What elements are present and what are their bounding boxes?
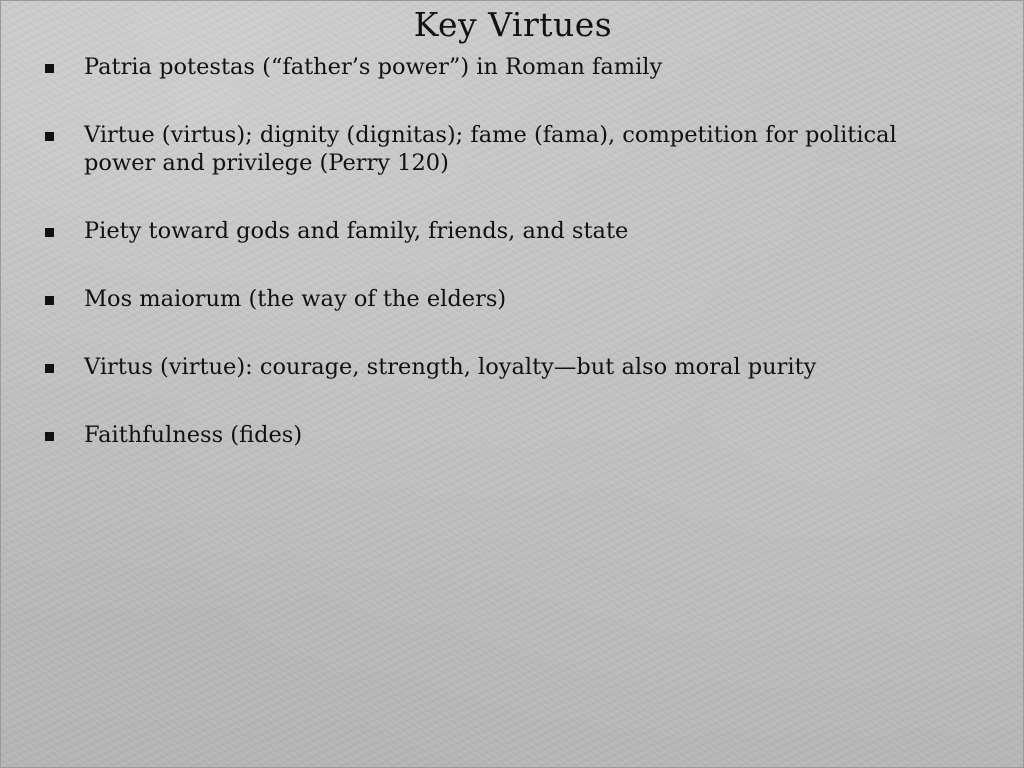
bullet-item — [1, 421, 1024, 449]
square-bullet-icon — [45, 132, 54, 141]
bullet-item — [1, 285, 1024, 313]
square-bullet-icon — [45, 64, 54, 73]
bullet-text: Patria potestas (“father’s power”) in Roman family — [84, 54, 663, 80]
bullet-list — [1, 53, 1024, 489]
slide-title: Key Virtues — [413, 5, 613, 44]
square-bullet-icon — [45, 228, 54, 237]
square-bullet-icon — [45, 296, 54, 305]
bullet-text: Faithfulness (fides) — [84, 422, 303, 448]
bullet-text: Virtue (virtus); dignity (dignitas); fame (fama), competition for political power and privilege (Perry 120) — [84, 122, 897, 176]
bullet-item — [1, 353, 1024, 381]
bullet-item — [1, 121, 1024, 177]
bullet-item — [1, 53, 1024, 81]
square-bullet-icon — [45, 364, 54, 373]
bullet-item — [1, 217, 1024, 245]
square-bullet-icon — [45, 432, 54, 441]
bullet-text: Virtus (virtue): courage, strength, loyalty—but also moral purity — [84, 354, 817, 380]
bullet-text: Mos maiorum (the way of the elders) — [84, 286, 507, 312]
bullet-text: Piety toward gods and family, friends, and state — [84, 218, 629, 244]
